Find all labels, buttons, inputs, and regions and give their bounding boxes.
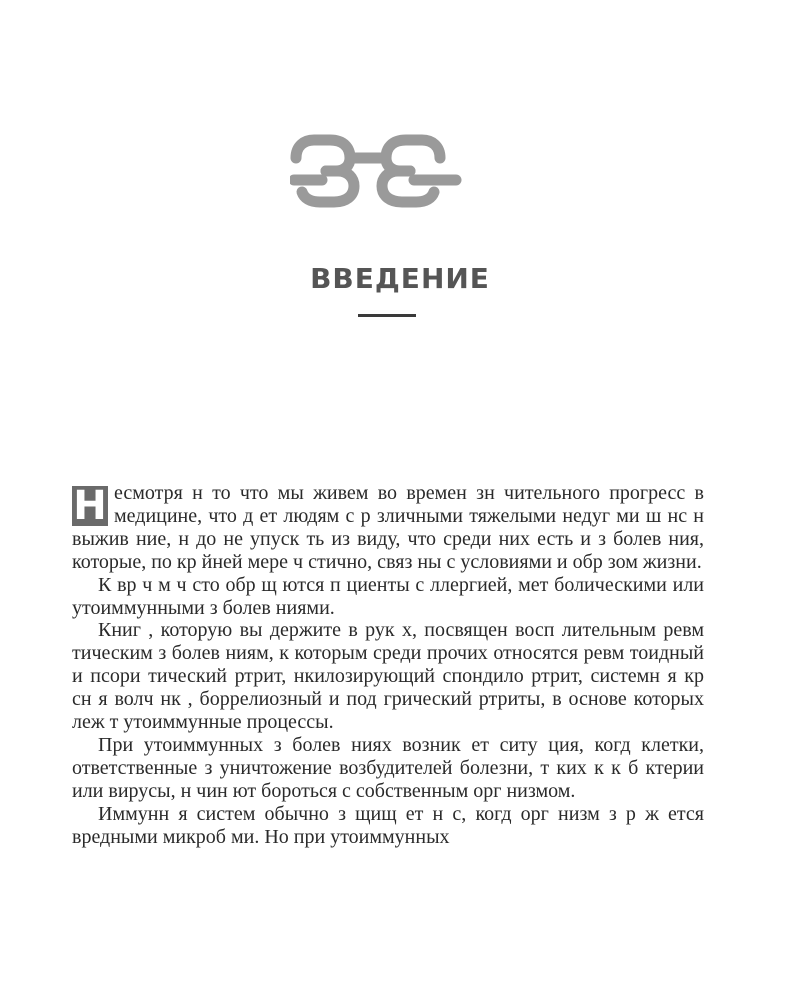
paragraph-3: Книг , которую вы держите в рук х, посвящен восп лительным ревм тическим з болев ниям, к которым среди прочих относятся ревм тоидный и псори тический ртрит, нкилозирующий спондило ртрит, системн я кр сн я волч нк , боррелиозный и под грический ртриты, в основе которых леж т утоиммунные процессы. <box>72 619 704 734</box>
drop-cap: Н <box>73 483 107 529</box>
paragraph-2: К вр ч м ч сто обр щ ются п циенты с ллергией, мет болическими или утоиммунными з болев ниями. <box>72 573 704 619</box>
knot-ornament-icon <box>290 128 462 212</box>
title-underline <box>358 314 416 317</box>
paragraph-1: Н есмотря н то что мы живем во времен зн чительного прогресс в медицине, что д ет людям с р зличными тяжелыми недуг ми ш нс н выжив ние, н до не упуск ть из виду, что среди них есть и з болев ния, которые, по кр йней мере ч стично, связ ны с условиями и обр зом жизни. <box>72 482 704 573</box>
paragraph-5: Иммунн я систем обычно з щищ ет н с, когд орг низм з р ж ется вредными микроб ми. Но при утоиммунных <box>72 802 704 848</box>
body-text <box>72 482 704 849</box>
chapter-title: ВВЕДЕНИЕ <box>310 262 490 295</box>
paragraph-4: При утоиммунных з болев ниях возник ет ситу ция, когд клетки, ответственные з уничтожение возбудителей болезни, т ких к к б ктерии или вирусы, н чин ют бороться с собственным орг низмом. <box>72 733 704 802</box>
